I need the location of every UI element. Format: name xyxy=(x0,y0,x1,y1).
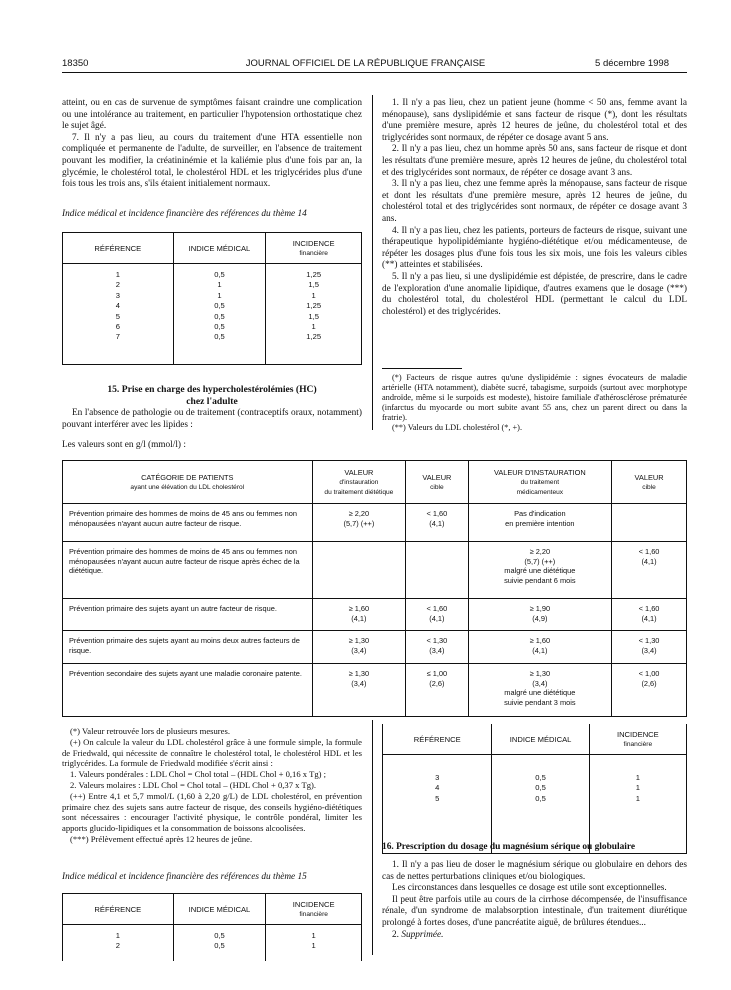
col-header: INDICE MÉDICAL xyxy=(173,894,266,925)
table14-caption: Indice médical et incidence financière des références du thème 14 xyxy=(62,209,307,219)
table15 xyxy=(62,893,362,961)
col-header: INDICE MÉDICAL xyxy=(492,724,589,755)
paragraph: 4. Il n'y a pas lieu, chez les patients, porteurs de facteurs de risque, suivant une thérapeutique hypolipidémiante hygiéno-diététique et/ou médicamenteuse, de répéter les dosages plus d'une fois tous les six mois, une fois les valeurs cibles (**) atteintes et stabilisées. xyxy=(382,225,687,271)
table-cell: 1 1 xyxy=(266,925,362,962)
table-cell: 0,5 0,5 0,5 xyxy=(492,755,589,854)
paragraph: atteint, ou en cas de survenue de symptômes faisant craindre une complication ou une intolérance au traitement, en particulier l'hypotension orthostatique chez le sujet âgé. xyxy=(62,98,362,132)
section15-title: 15. Prise en charge des hypercholestérolémies (HC) chez l'adulte xyxy=(107,384,317,407)
page-number: 18350 xyxy=(62,58,89,69)
table-cell: 1,25 1,5 1 1,25 1,5 1 1,25 xyxy=(266,264,362,365)
values-note: Les valeurs sont en g/l (mmol/l) : xyxy=(62,440,186,450)
footnote-rule xyxy=(382,368,462,369)
col-header-diet-value: VALEUR d'instauration du traitement diététique xyxy=(312,461,406,504)
table-row: Prévention primaire des hommes de moins de 45 ans ou femmes non ménopausées n'ayant aucun autre facteur de risque. ≥ 2,20 (5,7) (++) < 1,60 (4,1) Pas d'indication en première intention xyxy=(63,504,687,542)
issue-date: 5 décembre 1998 xyxy=(595,58,669,69)
paragraph: 2. Il n'y a pas lieu, chez un homme après 50 ans, sans facteur de risque et dont les résultats d'une première mesure, après 12 heures de jeûne, du cholestérol total et des triglycérides sont normaux, de répéter ce dosage avant 3 ans. xyxy=(382,144,687,178)
table-row: Prévention primaire des sujets ayant un autre facteur de risque. ≥ 1,60 (4,1) < 1,60 (4,1) ≥ 1,90 (4,9) < 1,60 (4,1) xyxy=(63,599,687,631)
journal-title: JOURNAL OFFICIEL DE LA RÉPUBLIQUE FRANÇAISE xyxy=(245,58,486,69)
table-row: Prévention primaire des hommes de moins de 45 ans ou femmes non ménopausées n'ayant aucun autre facteur de risque après échec de la diététique. ≥ 2,20 (5,7) (++) malgré une diététique suivie pendant 6 mois < 1,60 (4,1) xyxy=(63,542,687,599)
table-cell: 1 2 3 4 5 6 7 xyxy=(63,264,174,365)
section15-intro: En l'absence de pathologie ou de traitement (contraceptifs oraux, notamment) pouvant interférer avec les lipides : xyxy=(62,408,362,430)
table15-caption: Indice médical et incidence financière des références du thème 15 xyxy=(62,872,307,882)
table-cell: 0,5 1 1 0,5 0,5 0,5 0,5 xyxy=(173,264,266,365)
bottom-notes: (*) Valeur retrouvée lors de plusieurs mesures. (+) On calcule la valeur du LDL cholestérol grâce à une formule simple, la formule de Friedwald, qui nécessite de connaître le cholestérol total, le cholestérol HDL et les triglycérides. La formule de Friedwald modifiée s'écrit ainsi : 1. Valeurs pondérales : LDL Chol = Chol total – (HDL Chol + 0,16 x Tg) ; 2. Valeurs molaires : LDL Chol = Chol total – (HDL Chol + 0,37 x Tg). (++) Entre 4,1 et 5,7 mmol/L (1,60 à 2,20 g/L) de LDL cholestérol, en prévention primaire chez des sujets sans autre facteur de risque, des conseils hygiéno-diététiques sont nécessaires : encourager l'activité physique, le contrôle pondéral, limiter les apports glucido-lipidiques et la consommation de boissons alcoolisées. (***) Prélèvement effectué après 12 heures de jeûne. xyxy=(62,726,362,844)
col-header: RÉFÉRENCE xyxy=(63,894,174,925)
table15-continued xyxy=(382,724,687,854)
col-header: RÉFÉRENCE xyxy=(63,233,174,264)
col-header-target: VALEUR cible xyxy=(612,461,687,504)
table-cell: 3 4 5 xyxy=(383,755,492,854)
col-header-target: VALEUR cible xyxy=(406,461,468,504)
header-rule xyxy=(62,72,687,73)
paragraph: 5. Il n'y a pas lieu, si une dyslipidémie est dépistée, de prescrire, dans le cadre de l'exploration d'une anomalie lipidique, d'autres examens que le dosage (***) du cholestérol total, du cholestérol HDL (permettant le calcul du LDL cholestérol) et des triglycérides. xyxy=(382,271,687,317)
col-header: INCIDENCE financière xyxy=(266,894,362,925)
column-divider xyxy=(372,95,373,430)
paragraph: 7. Il n'y a pas lieu, au cours du traitement d'une HTA essentielle non compliquée et permanente de l'adulte, de surveiller, en l'absence de traitement pouvant les modifier, la créatininémie et la kaliémie plus d'une fois par an, la glycémie, le cholestérol total, le cholestérol HDL et les triglycérides plus d'une fois tous les trois ans, s'ils étaient initialement normaux. xyxy=(62,132,362,190)
table-cell: 1 1 1 xyxy=(589,755,686,854)
table-row: Prévention primaire des sujets ayant au moins deux autres facteurs de risque. ≥ 1,30 (3,4) < 1,30 (3,4) ≥ 1,60 (4,1) < 1,30 (3,4) xyxy=(63,631,687,664)
col-header-category: CATÉGORIE DE PATIENTS ayant une élévation du LDL cholestérol xyxy=(63,461,313,504)
section16-text: 1. Il n'y a pas lieu de doser le magnésium sérique ou globulaire en dehors des cas de nettes perturbations cliniques et/ou biologiques. Les circonstances dans lesquelles ce dosage est utile sont exceptionnelles. Il peut être parfois utile au cours de la cirrhose décompensée, de l'insuffisance rénale, d'un syndrome de malabsorption intestinale, d'un traitement diurétique prolongé à fortes doses, d'une pancréatite aiguë, de brûlures étendues... 2. Supprimée. xyxy=(382,860,687,940)
col-header: INCIDENCE financière xyxy=(266,233,362,264)
right-footnotes: (*) Facteurs de risque autres qu'une dyslipidémie : signes évocateurs de maladie artérielle (HTA notamment), diabète sucré, tabagisme, surpoids (surtout avec morphotype androïde, même si le surpoids est modeste), histoire familiale d'athérosclérose prématurée (infarctus du myocarde ou mort subite avant 55 ans, chez un parent direct ou dans la fratrie). (**) Valeurs du LDL cholestérol (*, +). xyxy=(382,373,687,432)
table-row: Prévention secondaire des sujets ayant une maladie coronaire patente. ≥ 1,30 (3,4) ≤ 1,00 (2,6) ≥ 1,30 (3,4) malgré une diététique suivie pendant 3 mois < 1,00 (2,6) xyxy=(63,664,687,717)
section16-title: 16. Prescription du dosage du magnésium sérique ou globulaire xyxy=(382,842,636,852)
table-cell: 0,5 0,5 xyxy=(173,925,266,962)
paragraph: 1. Il n'y a pas lieu, chez un patient jeune (homme < 50 ans, femme avant la ménopause), sans dyslipidémie et sans facteur de risque (*), dont les résultats d'une première mesure, après 12 heures de jeûne, du cholestérol total et des triglycérides sont normaux, de répéter ce dosage avant 5 ans. xyxy=(382,98,687,143)
col-header: INDICE MÉDICAL xyxy=(173,233,266,264)
table14 xyxy=(62,232,362,365)
paragraph: 3. Il n'y a pas lieu, chez une femme après la ménopause, sans facteur de risque et dont les résultats d'une première mesure, après 12 heures de jeûne, du cholestérol total et des triglycérides sont normaux, de répéter ce dosage avant 3 ans. xyxy=(382,179,687,224)
col-header-drug-value: VALEUR D'INSTAURATION du traitement médicamenteux xyxy=(468,461,612,504)
right-paragraphs xyxy=(382,98,687,318)
table-cell: 1 2 xyxy=(63,925,174,962)
col-header: RÉFÉRENCE xyxy=(383,724,492,755)
left-paragraphs xyxy=(62,98,362,191)
col-header: INCIDENCE financière xyxy=(589,724,686,755)
hc-values-table xyxy=(62,460,687,717)
column-divider xyxy=(372,720,373,955)
